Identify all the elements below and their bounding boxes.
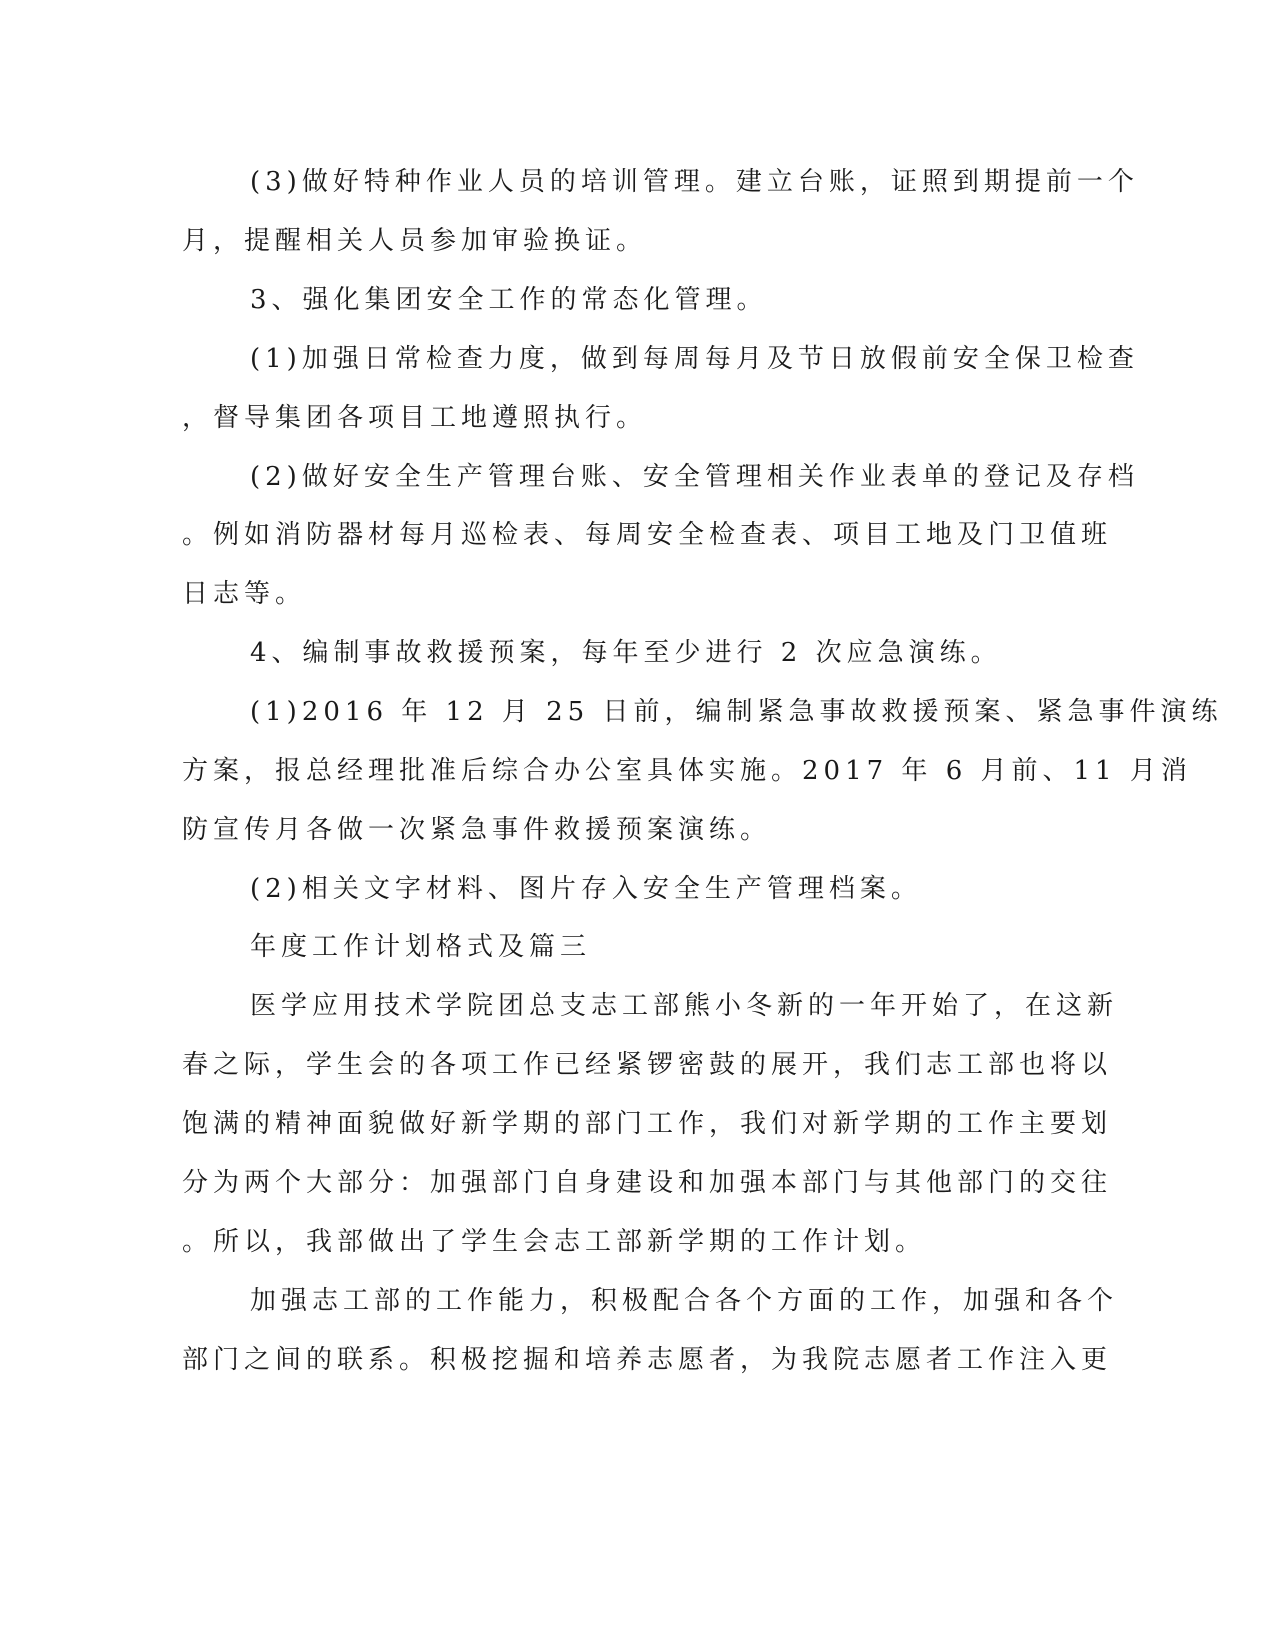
paragraph-line: 部门之间的联系。积极挖掘和培养志愿者，为我院志愿者工作注入更 (182, 1345, 1113, 1375)
paragraph-line: (2)相关文字材料、图片存入安全生产管理档案。 (250, 874, 922, 904)
paragraph-line: 分为两个大部分：加强部门自身建设和加强本部门与其他部门的交往 (182, 1168, 1113, 1198)
paragraph-line: 饱满的精神面貌做好新学期的部门工作，我们对新学期的工作主要划 (182, 1109, 1113, 1139)
paragraph-line: 方案，报总经理批准后综合办公室具体实施。2017 年 6 月前、11 月消 (182, 756, 1192, 786)
paragraph-line: (1)加强日常检查力度，做到每周每月及节日放假前安全保卫检查 (250, 344, 1139, 374)
section-title: 年度工作计划格式及篇三 (250, 932, 592, 962)
paragraph-line: 加强志工部的工作能力，积极配合各个方面的工作，加强和各个 (250, 1286, 1119, 1316)
paragraph-line: 。例如消防器材每月巡检表、每周安全检查表、项目工地及门卫值班 (182, 520, 1113, 550)
paragraph-line: 医学应用技术学院团总支志工部熊小冬新的一年开始了，在这新 (250, 991, 1119, 1021)
section-heading: 3、强化集团安全工作的常态化管理。 (250, 285, 768, 315)
paragraph-line: 。所以，我部做出了学生会志工部新学期的工作计划。 (182, 1227, 927, 1257)
paragraph-line: (2)做好安全生产管理台账、安全管理相关作业表单的登记及存档 (250, 462, 1139, 492)
paragraph-line: ，督导集团各项目工地遵照执行。 (182, 403, 648, 433)
paragraph-line: (3)做好特种作业人员的培训管理。建立台账，证照到期提前一个 (250, 167, 1139, 197)
paragraph-line: (1)2016 年 12 月 25 日前，编制紧急事故救援预案、紧急事件演练 (250, 697, 1223, 727)
paragraph-line: 防宣传月各做一次紧急事件救援预案演练。 (182, 815, 772, 845)
section-heading: 4、编制事故救援预案，每年至少进行 2 次应急演练。 (250, 638, 1002, 668)
paragraph-line: 日志等。 (182, 579, 307, 609)
paragraph-line: 春之际，学生会的各项工作已经紧锣密鼓的展开，我们志工部也将以 (182, 1050, 1113, 1080)
paragraph-line: 月，提醒相关人员参加审验换证。 (182, 226, 648, 256)
